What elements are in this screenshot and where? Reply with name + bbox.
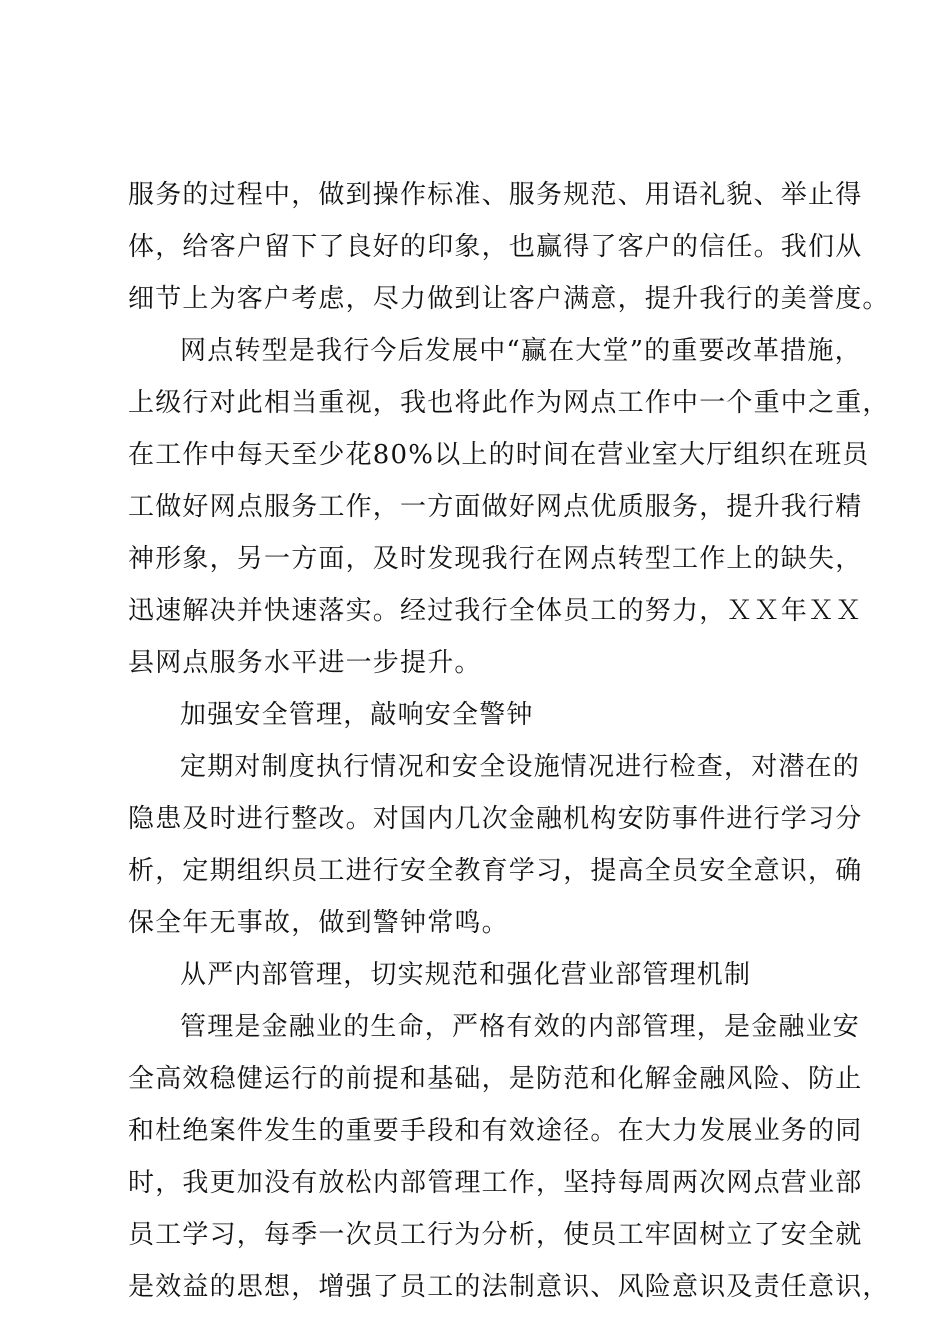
text-line-10: 县网点服务水平进一步提升。 — [128, 648, 482, 678]
text-line-6: 在工作中每天至少花80%以上的时间在营业室大厅组织在班员 — [128, 440, 870, 470]
text-line-19: 和杜绝案件发生的重要手段和有效途径。在大力发展业务的同 — [128, 1116, 863, 1146]
section-heading-management: 从严内部管理，切实规范和强化营业部管理机制 — [180, 960, 752, 990]
text-line-18: 全高效稳健运行的前提和基础，是防范和化解金融风险、防止 — [128, 1064, 863, 1094]
text-line-3: 细节上为客户考虑，尽力做到让客户满意，提升我行的美誉度。 — [128, 284, 890, 314]
text-line-1: 服务的过程中，做到操作标准、服务规范、用语礼貌、举止得 — [128, 180, 863, 210]
text-line-22: 是效益的思想，增强了员工的法制意识、风险意识及责任意识， — [128, 1272, 890, 1302]
paragraph-start-line: 定期对制度执行情况和安全设施情况进行检查，对潜在的 — [180, 752, 861, 782]
text-line-8: 神形象，另一方面，及时发现我行在网点转型工作上的缺失， — [128, 544, 863, 574]
text-line-21: 员工学习，每季一次员工行为分析，使员工牢固树立了安全就 — [128, 1220, 863, 1250]
text-line-13: 隐患及时进行整改。对国内几次金融机构安防事件进行学习分 — [128, 804, 863, 834]
section-heading-security: 加强安全管理，敲响安全警钟 — [180, 700, 534, 730]
text-line-7: 工做好网点服务工作，一方面做好网点优质服务，提升我行精 — [128, 492, 863, 522]
text-line-9: 迅速解决并快速落实。经过我行全体员工的努力，ＸＸ年ＸＸ — [128, 596, 863, 626]
text-line-5: 上级行对此相当重视，我也将此作为网点工作中一个重中之重， — [128, 388, 890, 418]
paragraph-start-line: 管理是金融业的生命，严格有效的内部管理，是金融业安 — [180, 1012, 861, 1042]
text-line-2: 体，给客户留下了良好的印象，也赢得了客户的信任。我们从 — [128, 232, 863, 262]
paragraph-start-line: 网点转型是我行今后发展中“赢在大堂”的重要改革措施， — [180, 336, 862, 366]
text-line-14: 析，定期组织员工进行安全教育学习，提高全员安全意识，确 — [128, 856, 863, 886]
text-line-20: 时，我更加没有放松内部管理工作，坚持每周两次网点营业部 — [128, 1168, 863, 1198]
text-line-15: 保全年无事故，做到警钟常鸣。 — [128, 908, 509, 938]
